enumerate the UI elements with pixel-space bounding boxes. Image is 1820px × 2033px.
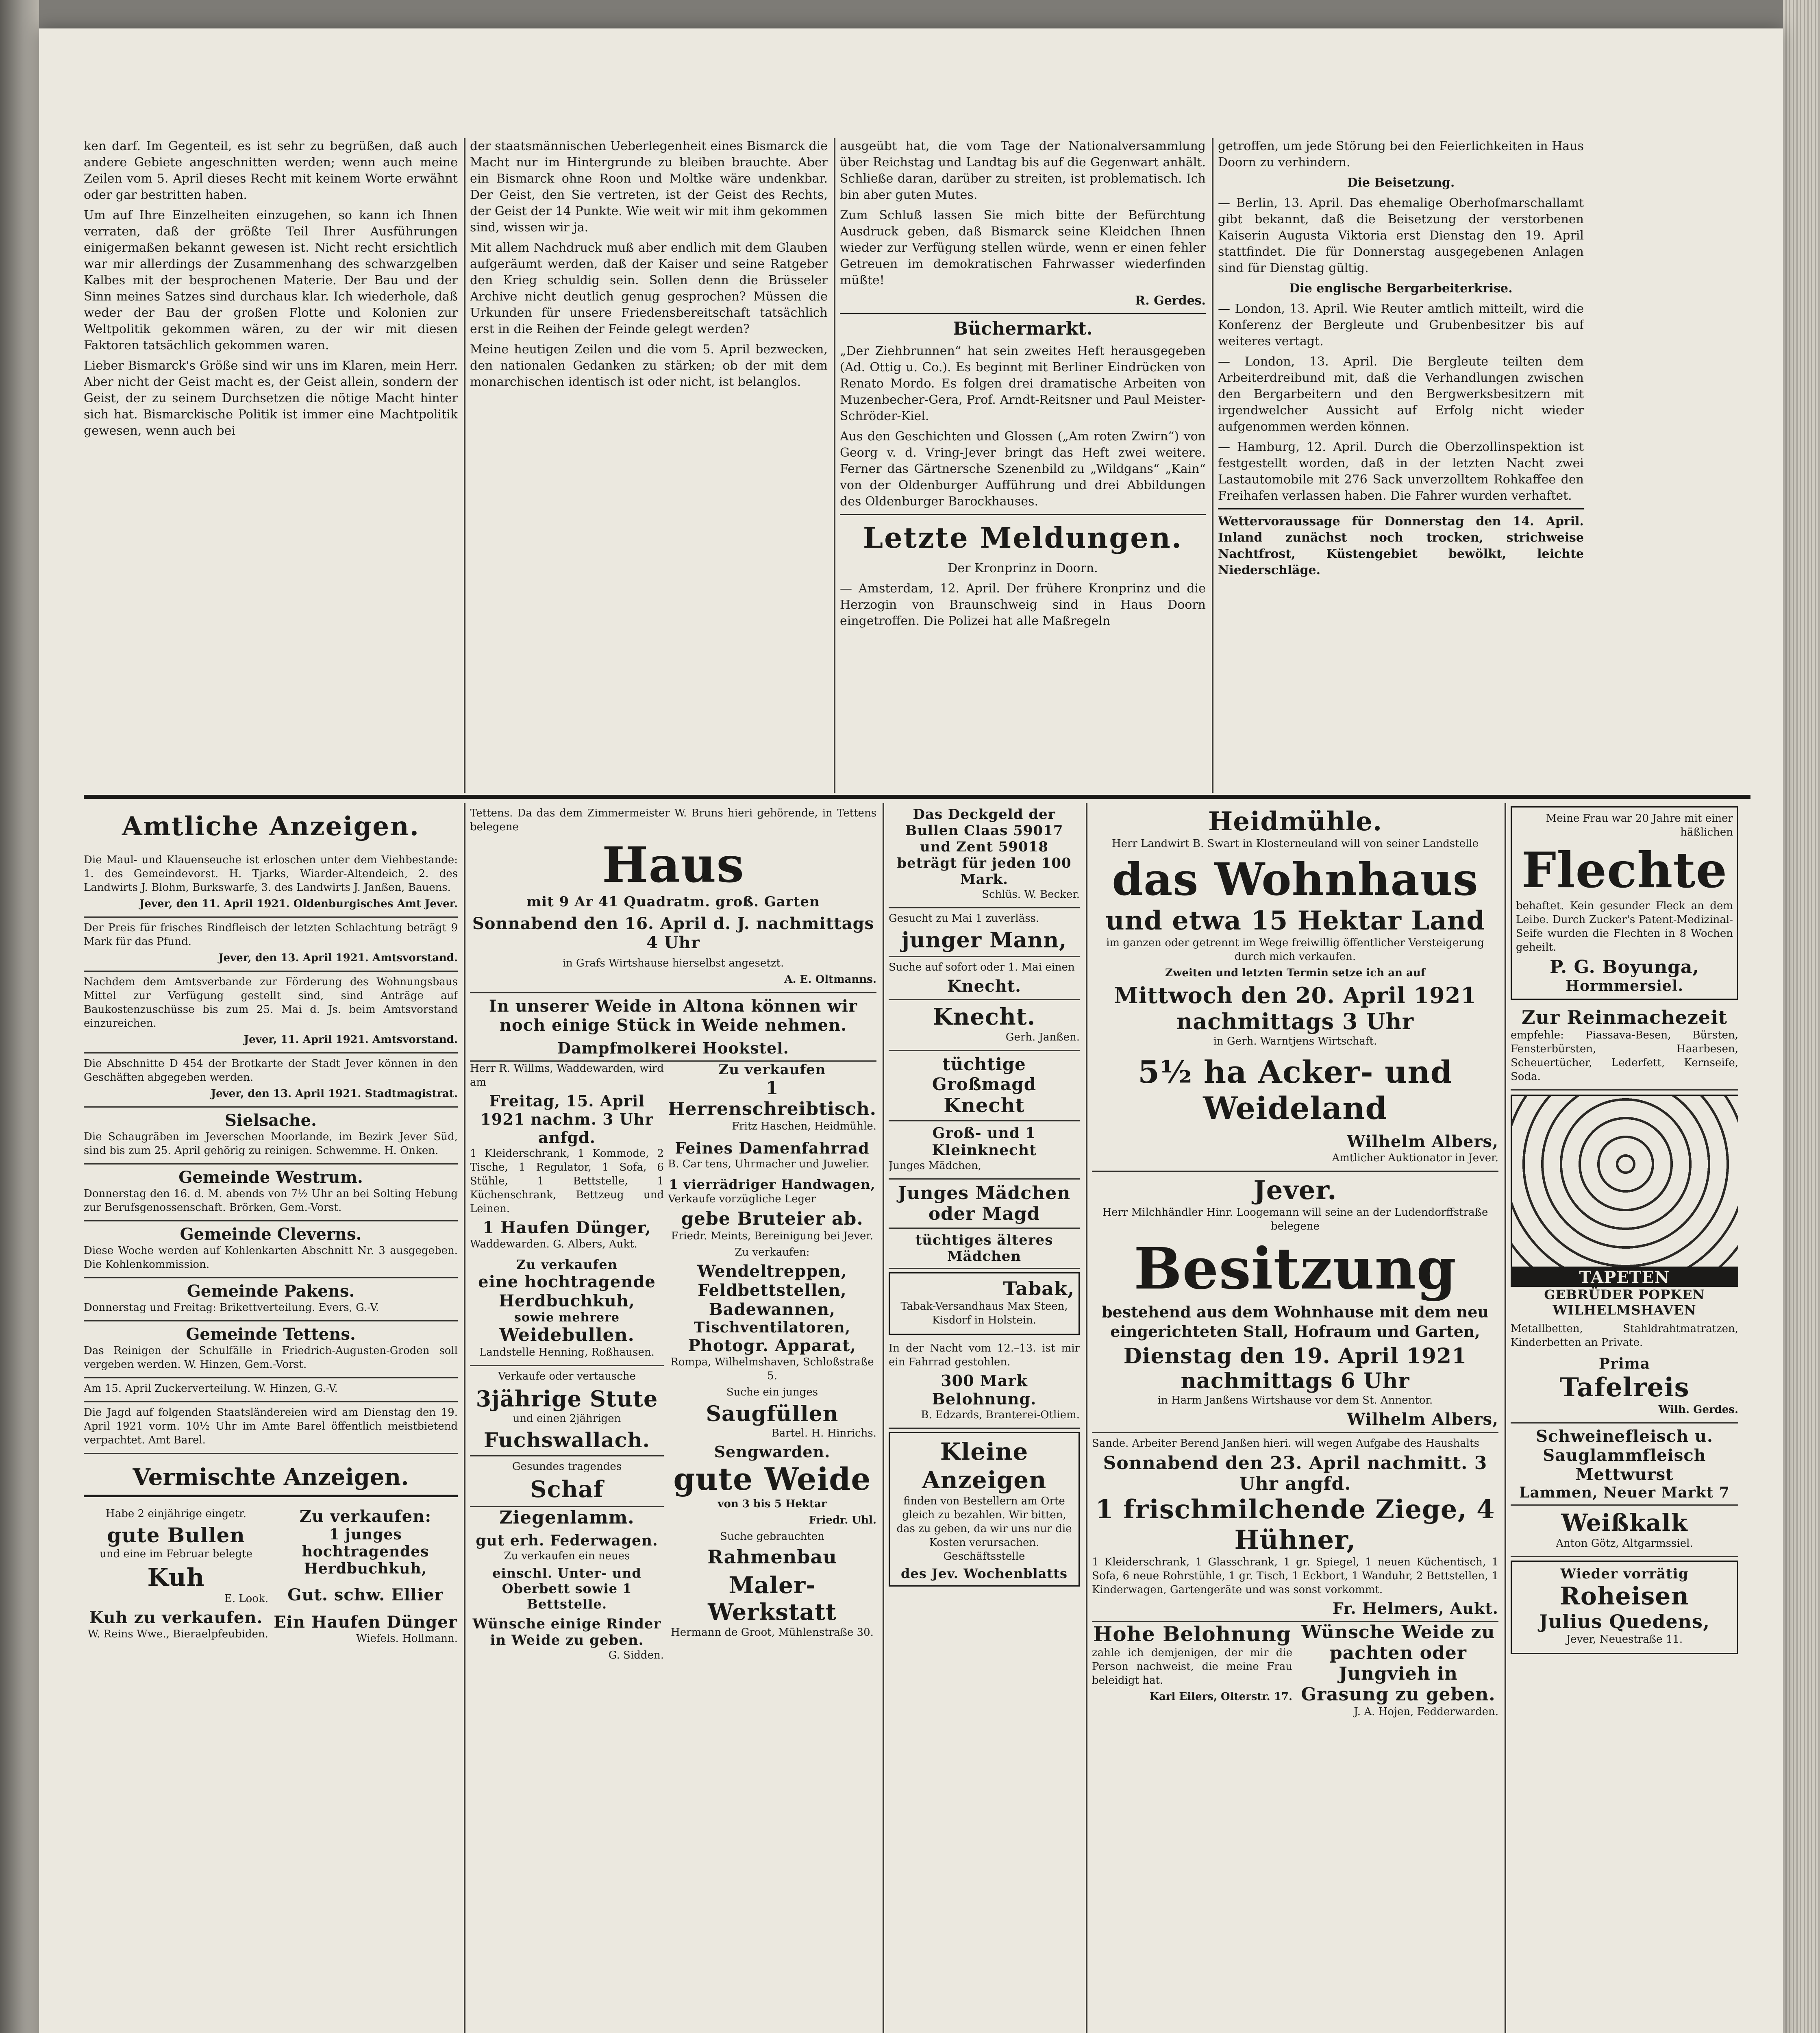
ad-schweinefleisch <box>1511 1424 1738 1506</box>
wallpaper-pattern-image <box>1511 1095 1738 1268</box>
ad-headline: des Jev. Wochenblatts <box>901 1566 1068 1581</box>
ads-column-official <box>84 803 458 2033</box>
official-notice <box>84 850 458 918</box>
ad-headline: 3jährige Stute <box>476 1386 658 1412</box>
ad-headline: mit 9 Ar 41 Quadratm. groß. Garten <box>526 894 820 910</box>
ad-stute <box>470 1366 664 1456</box>
notice-text: Das Reinigen der Schulfälle in Friedrich-Augusten-Groden soll vergeben werden. W. Hinzen, Gem.-Vorst. <box>84 1345 458 1371</box>
article-column-2 <box>470 138 828 789</box>
ad-text: Suche auf sofort oder 1. Mai einen <box>889 961 1075 973</box>
ad-herdbuchkuh <box>470 1254 664 1366</box>
ad-headline: tüchtiges älteres Mädchen <box>915 1232 1053 1265</box>
ad-signature: W. Reins Wwe., Bieraelpfeubiden. <box>87 1628 268 1640</box>
ad-maedchen2 <box>889 1229 1080 1269</box>
ad-headline: 1 Herrenschreibtisch. <box>668 1078 876 1119</box>
ad-date: Sonnabend den 23. April nachmitt. 3 Uhr angfd. <box>1103 1453 1487 1494</box>
ad-headline: eine hochtragende Herdbuchkuh, <box>478 1272 656 1310</box>
ad-headline: 5½ ha Acker- und Weideland <box>1138 1054 1453 1126</box>
ad-signature: Jever, Neuestraße 11. <box>1566 1633 1683 1646</box>
vermischte-anzeigen-heading: Vermischte Anzeigen. <box>84 1464 458 1497</box>
ad-text: Herr Milchhändler Hinr. Loogemann will seine an der Ludendorffstraße belegene <box>1102 1206 1488 1232</box>
notice-text: Der Preis für frisches Rindfleisch der letzten Schlachtung beträgt 9 Mark für das Pfund. <box>84 922 458 948</box>
ad-headline: Heidmühle. <box>1208 806 1383 837</box>
notice-text: Diese Woche werden auf Kohlenkarten Abschnitt Nr. 3 ausgegeben. Die Kohlenkommission. <box>84 1245 458 1271</box>
ad-headline: Knecht <box>944 1094 1025 1117</box>
ad-headline: Zur Reinmachezeit <box>1522 1006 1727 1028</box>
news-item: — London, 13. April. Die Bergleute teilten dem Arbeiterdreibund mit, daß die Verhandlungen zwischen den Bergarbeitern und den Bergwerksbesitzern mit irgendwelcher Aussicht auf Erfolg nicht wieder aufgenommen werden können. <box>1218 355 1584 434</box>
ad-text: Suche ein junges <box>726 1386 818 1398</box>
article-signature: R. Gerdes. <box>1135 294 1206 308</box>
ad-text: Suche gebrauchten <box>720 1530 824 1543</box>
ad-signature: J. A. Hojen, Fedderwarden. <box>1354 1706 1498 1718</box>
ad-headline: 1 junges hochtragendes Herdbuchkuh, <box>302 1526 429 1577</box>
ads-subcolumn-left <box>470 1062 664 1665</box>
article-paragraph: Lieber Bismarck's Größe sind wir uns im Klaren, mein Herr. Aber nicht der Geist macht es, der Geist allein, sondern der Geist, der zu seinem Durchsetzen die nötige Macht hinter sich hat. Bismarckische Politik ist immer eine Machtpolitik gewesen, wenn auch bei <box>84 359 458 438</box>
official-notice <box>84 1402 458 1454</box>
official-notice <box>84 1221 458 1278</box>
ad-headline: Junges Mädchen oder Magd <box>898 1183 1071 1224</box>
news-item: — London, 13. April. Wie Reuter amtlich mitteilt, wird die Konferenz der Bergleute und Grubenbesitzer bis auf weiteres vertagt. <box>1218 302 1584 348</box>
ad-headline: Knecht. <box>933 1003 1036 1030</box>
ad-headline: Photogr. Apparat, <box>688 1336 857 1355</box>
ad-text: und einen 2jährigen <box>513 1413 621 1425</box>
notice-text: Am 15. April Zuckerverteilung. W. Hinzen, G.-V. <box>84 1382 338 1395</box>
ad-headline: Sengwarden. <box>714 1443 831 1461</box>
ad-sande <box>1092 1433 1498 1622</box>
ad-date: Dienstag den 19. April 1921 nachmittags 6 Uhr <box>1123 1344 1467 1393</box>
notice-text: Die Jagd auf folgenden Staatsländereien wird am Dienstag den 19. April 1921 vorm. 10½ Uhr im Amte Barel öffentlich meistbietend verpachtet. Amt Barel. <box>84 1406 458 1446</box>
ad-signature: A. E. Oltmanns. <box>784 973 876 986</box>
ad-tapeten <box>1511 1095 1738 1318</box>
ad-jever-besitzung <box>1092 1172 1498 1433</box>
ad-text: Zu verkaufen ein neues <box>504 1550 630 1562</box>
ad-deckgeld <box>889 803 1080 908</box>
book-review: Aus den Geschichten und Glossen („Am roten Zwirn“) von Georg v. d. Vring-Jever bringt das Heft zwei weitere. Ferner das Gärtnersche Szenenbild zu „Wildgans“ „Kain“ von der Oldenburger Aufführung und drei Abbildungen des Oldenburger Barockhauses. <box>840 429 1206 509</box>
official-notice <box>84 1278 458 1321</box>
ad-signature: Tabak-Versandhaus Max Steen, Kisdorf in Holstein. <box>900 1300 1068 1326</box>
ad-headline: Feldbettstellen, <box>698 1281 847 1300</box>
ad-text: Zu verkaufen <box>516 1257 618 1272</box>
ad-headline: Das Deckgeld der Bullen Claas 59017 und Zent 59018 beträgt für jeden 100 Mark. <box>897 806 1072 888</box>
ad-headline: Jever. <box>1253 1175 1337 1206</box>
notice-text: Nachdem dem Amtsverbande zur Förderung des Wohnungsbaus Mittel zur Verfügung gestellt sind, sind Anträge auf Baukostenzuschüsse bis zum 25. Mai d. Js. beim Amtsvorstand einzureichen. <box>84 976 458 1030</box>
ad-text: empfehle: Piassava-Besen, Bürsten, Fensterbürsten, Haarbesen, Scheuertücher, Lederfett, Kernseife, Soda. <box>1511 1029 1738 1083</box>
ad-headline: Zu verkaufen: <box>299 1507 432 1526</box>
ad-headline: Haus <box>602 836 744 894</box>
ad-text: Junges Mädchen, <box>889 1160 982 1172</box>
notice-text: Die Maul- und Klauenseuche ist erloschen unter dem Viehbestande: 1. des Gemeindevorst. H. Tjarks, Wiarder-Altendeich, 2. des Landwirts J. Blohm, Burkswarfe, 3. des Landwirts J. Janßen, Bauens. <box>84 854 458 894</box>
ad-signature: Anton Götz, Altgarmssiel. <box>1556 1537 1693 1550</box>
notice-signature: Jever, den 11. April 1921. Oldenburgisches Amt Jever. <box>139 898 458 910</box>
ad-text: von 3 bis 5 Hektar <box>718 1498 827 1510</box>
ad-headline: Schaf <box>530 1476 604 1503</box>
ad-weisskalk <box>1511 1506 1738 1557</box>
ad-headline: 300 Mark Belohnung. <box>932 1371 1037 1408</box>
column-divider <box>464 138 465 793</box>
ad-headline: Ziegenlamm. <box>499 1507 635 1528</box>
ad-headline: Kuh <box>147 1563 205 1592</box>
ad-text: 1 Kleiderschrank, 1 Glasschrank, 1 gr. Spiegel, 1 neuen Küchentisch, 1 Sofa, 6 neue Rohrstühle, 1 gr. Tisch, 1 Eckbort, 1 Wanduhr, 2 Bettstellen, 1 Kinderwagen, Gartengeräte und was sonst vorkommt. <box>1092 1556 1498 1596</box>
ad-text: im ganzen oder getrennt im Wege freiwillig öffentlicher Versteigerung durch mich verkaufen. <box>1106 937 1484 963</box>
section-divider <box>84 795 1750 799</box>
article-column-1 <box>84 138 458 789</box>
official-notice <box>84 918 458 972</box>
news-subheading: Die Beisetzung. <box>1347 176 1455 190</box>
notice-signature: Jever, den 13. April 1921. Amtsvorstand. <box>218 952 458 964</box>
weather-forecast: Wettervoraussage für Donnerstag den 14. April. Inland zunächst noch trocken, strichweise Nachtfrost, Küstengebiet bewölkt, leichte Niederschläge. <box>1218 514 1584 577</box>
official-notice <box>84 1165 458 1221</box>
notice-text: Donnerstag den 16. d. M. abends von 7½ Uhr an bei Solting Hebung zur Berufsgenossenschaft. Brörken, Gem.-Vorst. <box>84 1188 458 1214</box>
ad-text: 1 Kleiderschrank, 1 Kommode, 2 Tische, 1 Regulator, 1 Sofa, 6 Stühle, 1 Bettstelle, 1 Küchenschrank, Bettzeug und Leinen. <box>470 1147 664 1215</box>
ad-heidmuehle <box>1092 803 1498 1172</box>
ad-signature: Wilhelm Albers, <box>1347 1132 1498 1151</box>
article-paragraph: ausgeübt hat, die vom Tage der Nationalversammlung über Reichstag und Landtag bis auf die Gegenwart anhält. Schließe daran, darüber zu streiten, ist problematisch. Ich bin aber guten Mutes. <box>840 139 1206 202</box>
ad-headline: gute Bullen <box>107 1523 245 1547</box>
ad-headline: einschl. Unter- und Oberbett sowie 1 Bettstelle. <box>492 1565 641 1612</box>
ad-mann <box>889 908 1080 957</box>
ad-text: Zweiten und letzten Termin setze ich an auf <box>1165 967 1425 979</box>
ad-headline: Groß- und 1 Kleinknecht <box>932 1125 1037 1159</box>
ad-headline: 1 frischmilchende Ziege, 4 Hühner, <box>1095 1494 1495 1555</box>
ad-headline: Wendeltreppen, <box>697 1262 847 1281</box>
ad-signature: Friedr. Uhl. <box>809 1514 876 1526</box>
official-notice <box>84 1054 458 1108</box>
book-spine <box>0 0 39 2033</box>
ad-headline: TAPETEN <box>1511 1268 1738 1287</box>
ad-text: in Grafs Wirtshause hierselbst angesetzt. <box>562 957 784 969</box>
ad-headline: Hohe Belohnung <box>1093 1622 1291 1646</box>
ad-signature: Hormmersiel. <box>1565 977 1684 995</box>
ad-signature: Amtlicher Auktionator in Jever. <box>1332 1152 1498 1164</box>
ad-signature: Bartel. H. Hinrichs. <box>771 1427 876 1439</box>
ads-subcolumn-right <box>668 1062 876 1665</box>
ad-signature: P. G. Boyunga, <box>1550 957 1699 977</box>
ad-headline: Wünsche Weide zu pachten oder Jungvieh in Grasung zu geben. <box>1301 1622 1496 1705</box>
ad-headline: Weißkalk <box>1561 1509 1688 1537</box>
ad-kleine-anzeigen <box>889 1432 1080 1587</box>
column-divider <box>1086 803 1087 2033</box>
ad-headline: GEBRÜDER POPKEN <box>1544 1287 1705 1302</box>
ad-flechte <box>1511 806 1738 1000</box>
ad-headline: Besitzung <box>1133 1236 1457 1302</box>
ad-text: Verkaufe vorzügliche Leger <box>668 1193 816 1205</box>
article-paragraph: ken darf. Im Gegenteil, es ist sehr zu begrüßen, daß auch andere Gebiete angeschnitten werden; wenn auch meine Zeilen vom 5. April dieses Recht mit keinem Worte erwähnt oder gar bestritten haben. <box>84 139 458 202</box>
ads-column-3 <box>889 803 1080 2033</box>
ad-headline: Knecht. <box>947 977 1022 996</box>
ad-text: Herr R. Willms, Waddewarden, wird am <box>470 1062 664 1088</box>
news-item: — Berlin, 13. April. Das ehemalige Oberhofmarschallamt gibt bekannt, daß die Beisetzung der verstorbenen Kaiserin Augusta Viktoria erst Dienstag den 19. April stattfindet. Die für Donnerstag ausgegebenen Anlagen sind für Dienstag gültig. <box>1218 196 1584 275</box>
ad-signature: Fr. Helmers, Aukt. <box>1332 1599 1498 1617</box>
ad-headline: Gut. schw. Ellier <box>287 1585 444 1604</box>
ad-text: und eine im Februar belegte <box>100 1548 252 1560</box>
official-notice <box>84 1108 458 1165</box>
article-column-4 <box>1218 138 1584 789</box>
column-divider <box>1505 803 1506 2033</box>
notice-text: Die Abschnitte D 454 der Brotkarte der Stadt Jever können in den Geschäften abgegeben werden. <box>84 1058 458 1084</box>
ad-headline: Flechte <box>1521 842 1728 899</box>
notice-heading: Sielsache. <box>225 1111 317 1130</box>
ad-tabak <box>889 1272 1080 1335</box>
ad-text: sowie mehrere <box>514 1310 620 1325</box>
ad-headline: Weidebullen. <box>499 1325 635 1345</box>
ad-text: Verkaufe oder vertausche <box>498 1370 636 1382</box>
ads-column-5 <box>1511 803 1738 2033</box>
ad-text: in Gerh. Warntjens Wirtschaft. <box>1213 1035 1377 1047</box>
notice-heading: Gemeinde Westrum. <box>178 1168 363 1187</box>
column-divider <box>1212 138 1213 793</box>
article-paragraph: Mit allem Nachdruck muß aber endlich mit dem Glauben aufgeräumt werden, daß der Kaiser und seine Ratgeber den Krieg schuldig sein. Sollen denn die Brüsseler Archive nicht deutlich genug gesprochen? Müssen die Urkunden für unsere Friedensbereitschaft tatsächlich erst in die Reihen der Feinde gelegt werden? <box>470 241 828 336</box>
article-paragraph: der staatsmännischen Ueberlegenheit eines Bismarck die Macht nur im Hintergrunde zu bleiben brauchte. Aber ein Bismarck ohne Roon und Moltke wäre undenkbar. Der Geist, den Sie vertreten, ist der Geist des Rechts, der Geist der 14 Punkte. Wie weit wir mit ihm gekommen sind, wissen wir ja. <box>470 139 828 235</box>
ad-signature: Lammen, Neuer Markt 7 <box>1519 1484 1730 1501</box>
ad-text: Zu verkaufen: <box>735 1246 810 1258</box>
ad-headline: 1 vierrädriger Handwagen, <box>669 1177 876 1192</box>
ad-text: In der Nacht vom 12.–13. ist mir ein Fahrrad gestohlen. <box>889 1342 1080 1368</box>
ad-headline: Wünsche einige Rinder in Weide zu geben. <box>472 1616 661 1648</box>
article-paragraph: Meine heutigen Zeilen und die vom 5. April bezwecken, den nationalen Gedanken zu stärken; ob der mit dem monarchischen identisch ist oder nicht, ist belanglos. <box>470 342 828 389</box>
ad-haus <box>470 803 876 993</box>
ad-herdbuch <box>273 1507 458 1648</box>
ad-signature: E. Look. <box>224 1593 268 1605</box>
ad-headline: Maler-Werkstatt <box>708 1572 837 1626</box>
book-review: „Der Ziehbrunnen“ hat sein zweites Heft herausgegeben (Ad. Ottig u. Co.). Es beginnt mit Berliner Eindrücken von Renato Mordo. Es folgen drei dramatische Arbeiten von Muzenbecher-Gera, Prof. Arndt-Reitsner und Paul Meister-Schröder-Kiel. <box>840 344 1206 423</box>
ad-headline: tüchtige Großmagd <box>932 1054 1037 1094</box>
ad-signature: Karl Eilers, Olterstr. 17. <box>1150 1691 1292 1703</box>
ad-signature: Rompa, Wilhelmshaven, Schloßstraße 5. <box>670 1356 874 1382</box>
column-divider <box>464 803 465 2033</box>
notice-heading: Gemeinde Tettens. <box>186 1325 356 1344</box>
ad-roheisen <box>1511 1561 1738 1654</box>
ad-text: Metallbetten, Stahldrahtmatratzen, Kinderbetten an Private. <box>1511 1323 1738 1349</box>
notice-signature: Jever, den 13. April 1921. Stadtmagistrat. <box>211 1088 458 1100</box>
article-paragraph: Zum Schluß lassen Sie mich bitte der Befürchtung Ausdruck geben, daß Bismarck seine Kleidchen Ihnen wieder zur Verfügung stellen würde, wenn er einen fehler Getreuen im demokratischen Fahrwasser wiederfinden müßte! <box>840 208 1206 287</box>
buechermarkt-heading: Büchermarkt. <box>953 318 1093 339</box>
news-item: — Amsterdam, 12. April. Der frühere Kronprinz und die Herzogin von Braunschweig sind in Haus Doorn eingetroffen. Die Polizei hat alle Maßregeln <box>840 581 1206 628</box>
ad-signature: Wiefels. Hollmann. <box>356 1632 458 1645</box>
ad-kleinknecht <box>889 1121 1080 1180</box>
page-stack-edge <box>1783 0 1820 2033</box>
ad-signature: Friedr. Meints, Bereinigung bei Jever. <box>671 1230 874 1242</box>
ad-signature: Dampfmolkerei Hookstel. <box>557 1039 789 1057</box>
letzte-meldungen-heading: Letzte Meldungen. <box>863 521 1183 555</box>
ad-signature: Fritz Haschen, Heidmühle. <box>732 1120 876 1132</box>
news-item: getroffen, um jede Störung bei den Feierlichkeiten in Haus Doorn zu verhindern. <box>1218 139 1584 170</box>
ad-headline: In unserer Weide in Altona können wir noch einige Stück in Weide nehmen. <box>489 997 858 1035</box>
ad-headline: gute Weide <box>673 1461 871 1497</box>
ad-signature: Schlüs. W. Becker. <box>982 888 1080 901</box>
ad-headline: junger Mann, <box>901 928 1067 953</box>
official-notice <box>84 972 458 1054</box>
notice-signature: Jever, 11. April 1921. Amtsvorstand. <box>244 1034 458 1046</box>
ad-headline: Julius Quedens, <box>1539 1611 1710 1632</box>
ad-date: Mittwoch den 20. April 1921 nachmittags 3 Uhr <box>1114 982 1476 1034</box>
ad-knecht <box>889 1000 1080 1051</box>
ad-text: Gesundes tragendes <box>512 1461 622 1473</box>
ad-headline: das Wohnhaus <box>1112 853 1479 905</box>
ad-maedchen <box>889 1180 1080 1229</box>
newspaper-page <box>39 28 1783 2033</box>
ad-signature: Wilhelm Albers, <box>1347 1410 1498 1429</box>
ad-text: Zu verkaufen <box>718 1062 826 1078</box>
ad-text: Prima <box>1598 1355 1650 1372</box>
ad-text: in Harm Janßens Wirtshause vor dem St. Annentor. <box>1157 1394 1433 1406</box>
ad-headline: Tafelreis <box>1559 1372 1690 1403</box>
ad-signature: Hermann de Groot, Mühlenstraße 30. <box>671 1626 874 1639</box>
ad-reinmachezeit <box>1511 1003 1738 1091</box>
ads-column-2 <box>470 803 876 2033</box>
ad-headline: Badewannen, <box>709 1300 836 1319</box>
ad-grossmagd <box>889 1051 1080 1121</box>
ad-headline: Fuchswallach. <box>484 1428 650 1452</box>
ad-headline: Ein Haufen Dünger <box>274 1613 457 1632</box>
ads-column-4 <box>1092 803 1498 2033</box>
article-paragraph: Um auf Ihre Einzelheiten einzugehen, so kann ich Ihnen verraten, daß der größte Teil Ihrer Ausführungen einigermaßen bekannt gewesen ist. Nicht recht ersichtlich war mir allerdings der Zusammenhang des schwarzgelben Kalbes mit der besprochenen Materie. Der Bau und der Sinn meines Satzes sind durchaus klar. Ich wiederhole, daß weder der Bau der großen Flotte und Kolonien zur Weltpolitik gekommen wären, zu der wir mit diesen Faktoren tatsächlich gekommen waren. <box>84 208 458 353</box>
ad-text: Herr Landwirt B. Swart in Klosterneuland will von seiner Landstelle <box>1111 838 1479 850</box>
ad-signature: G. Sidden. <box>608 1649 664 1661</box>
ad-date: Freitag, 15. April 1921 nachm. 3 Uhr anfgd. <box>480 1092 654 1147</box>
ad-signature: Waddewarden. G. Albers, Aukt. <box>470 1238 637 1250</box>
ad-headline: Kuh zu verkaufen. <box>89 1608 263 1627</box>
ad-headline: und etwa 15 Hektar Land <box>1105 905 1485 936</box>
ad-headline: gut erh. Federwagen. <box>476 1532 658 1549</box>
notice-heading: Gemeinde Cleverns. <box>180 1225 362 1244</box>
news-subheading: Der Kronprinz in Doorn. <box>948 561 1098 575</box>
ad-text: Tettens. Da das dem Zimmermeister W. Bruns hieri gehörende, in Tettens belegene <box>470 807 876 833</box>
ad-headline: Schweinefleisch u. Sauglammfleisch <box>1536 1427 1713 1465</box>
ad-headline: Tischventilatoren, <box>694 1319 851 1336</box>
official-notice <box>84 1321 458 1378</box>
ad-signature: Gerh. Janßen. <box>1005 1031 1080 1043</box>
news-subheading: Die englische Bergarbeiterkrise. <box>1289 281 1513 296</box>
ad-headline: Tabak, <box>1003 1278 1074 1299</box>
ad-signature: Wilh. Gerdes. <box>1658 1404 1738 1416</box>
ad-text: Gesucht zu Mai 1 zuverläss. <box>889 912 1039 925</box>
ad-headline: WILHELMSHAVEN <box>1553 1302 1696 1318</box>
ad-date: Sonnabend den 16. April d. J. nachmittags 4 Uhr <box>472 914 874 952</box>
ad-signature: B. Edzards, Branterei-Otliem. <box>921 1409 1080 1421</box>
article-column-3 <box>840 138 1206 789</box>
ad-weide <box>470 993 876 1062</box>
ad-text: behaftet. Kein gesunder Fleck an dem Leibe. Durch Zucker's Patent-Medizinal-Seife wurden die Flechten in 8 Wochen geheilt. <box>1516 900 1733 953</box>
ad-headline: 1 Haufen Dünger, <box>483 1218 651 1237</box>
ad-pacht <box>1298 1622 1498 1721</box>
ad-knecht <box>889 957 1080 1000</box>
ad-headline: gebe Bruteier ab. <box>681 1208 863 1229</box>
ad-text: bestehend aus dem Wohnhause mit dem neu eingerichteten Stall, Hofraum und Garten, <box>1101 1303 1489 1341</box>
notice-heading: Gemeinde Pakens. <box>187 1282 355 1301</box>
ad-headline: Mettwurst <box>1575 1465 1674 1484</box>
notice-text: Die Schaugräben im Jeverschen Moorlande, im Bezirk Jever Süd, sind bis zum 25. April gehörig zu reinigen. Schwemme. H. Onken. <box>84 1131 458 1157</box>
ad-headline: Saugfüllen <box>706 1402 839 1426</box>
ad-headline: Kleine Anzeigen <box>922 1438 1047 1494</box>
official-notice <box>84 1378 458 1402</box>
ad-headline: Rahmenbau <box>707 1546 837 1568</box>
ad-signature: Landstelle Henning, Roßhausen. <box>479 1346 655 1358</box>
ad-signature: B. Car tens, Uhrmacher und Juwelier. <box>668 1158 870 1170</box>
amtliche-anzeigen-heading: Amtliche Anzeigen. <box>122 811 420 842</box>
ad-text: Sande. Arbeiter Berend Janßen hieri. will wegen Aufgabe des Haushalts <box>1092 1437 1479 1450</box>
ad-text: Habe 2 einjährige eingetr. <box>106 1508 246 1520</box>
ad-text: finden von Bestellern am Orte gleich zu bezahlen. Wir bitten, das zu geben, da wir uns nur die Kosten verursachen. Geschäftsstelle <box>896 1495 1072 1563</box>
column-divider <box>883 803 884 2033</box>
ad-belohnung <box>889 1338 1080 1429</box>
ad-headline: Roheisen <box>1559 1582 1690 1611</box>
ad-hohe-belohnung <box>1092 1622 1292 1721</box>
column-divider <box>834 138 835 793</box>
news-item: — Hamburg, 12. April. Durch die Oberzollinspektion ist festgestellt worden, daß in der letzten Nacht zwei Lastautomobile mit 276 Sack unverzolltem Rohkaffee den Freihafen verlassen haben. Die Fahrer wurden verhaftet. <box>1218 440 1584 503</box>
ad-text: zahle ich demjenigen, der mir die Person nachweist, die meine Frau beleidigt hat. <box>1092 1647 1292 1687</box>
ad-text: Wieder vorrätig <box>1560 1566 1689 1582</box>
ad-tafelreis <box>1511 1352 1738 1424</box>
notice-text: Donnerstag und Freitag: Brikettverteilung. Evers, G.-V. <box>84 1302 379 1314</box>
ad-schaf <box>470 1456 664 1507</box>
ad-bullen <box>84 1507 268 1648</box>
ad-headline: Feines Damenfahrrad <box>675 1139 870 1157</box>
ad-text: Meine Frau war 20 Jahre mit einer häßlichen <box>1546 812 1733 838</box>
